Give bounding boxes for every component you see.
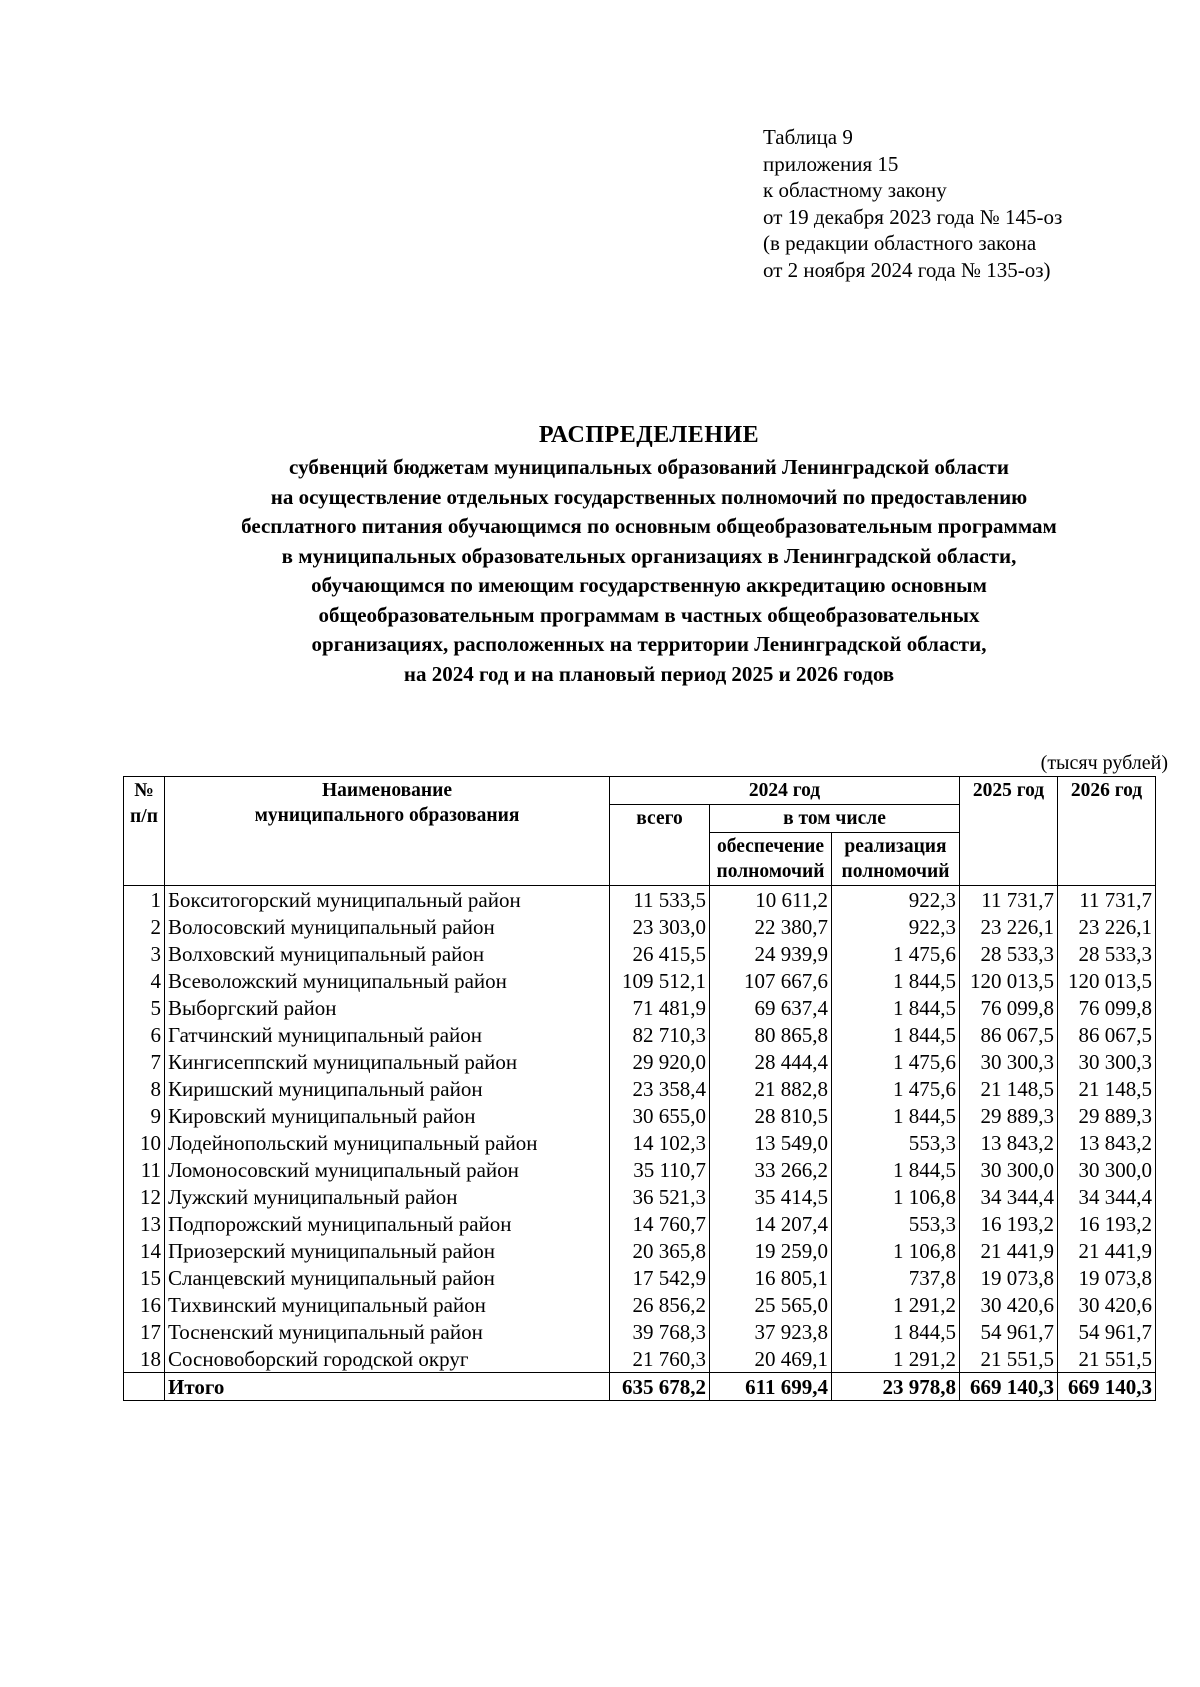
row-provision: 28 444,4 [710, 1048, 832, 1075]
row-municipality: Приозерский муниципальный район [165, 1237, 610, 1264]
row-2026: 120 013,5 [1058, 967, 1156, 994]
row-municipality: Киришский муниципальный район [165, 1075, 610, 1102]
row-municipality: Волховский муниципальный район [165, 940, 610, 967]
row-provision: 14 207,4 [710, 1210, 832, 1237]
row-2025: 23 226,1 [960, 913, 1058, 940]
row-number: 15 [124, 1264, 165, 1291]
row-realization: 1 844,5 [832, 1021, 960, 1048]
row-provision: 24 939,9 [710, 940, 832, 967]
row-2026: 13 843,2 [1058, 1129, 1156, 1156]
table-row [124, 913, 1156, 940]
row-2025: 34 344,4 [960, 1183, 1058, 1210]
document-title [120, 420, 1178, 689]
row-number: 6 [124, 1021, 165, 1048]
row-2026: 54 961,7 [1058, 1318, 1156, 1345]
row-municipality: Лодейнопольский муниципальный район [165, 1129, 610, 1156]
totals-row [124, 1373, 1156, 1401]
row-total: 23 303,0 [610, 913, 710, 940]
row-realization: 1 844,5 [832, 1318, 960, 1345]
row-realization: 1 844,5 [832, 967, 960, 994]
row-municipality: Сосновоборский городской округ [165, 1345, 610, 1373]
row-2026: 23 226,1 [1058, 913, 1156, 940]
row-2026: 34 344,4 [1058, 1183, 1156, 1210]
row-2025: 76 099,8 [960, 994, 1058, 1021]
row-2026: 29 889,3 [1058, 1102, 1156, 1129]
totals-realization: 23 978,8 [832, 1373, 960, 1401]
totals-blank [124, 1373, 165, 1401]
row-2025: 30 300,3 [960, 1048, 1058, 1075]
row-provision: 69 637,4 [710, 994, 832, 1021]
row-2025: 13 843,2 [960, 1129, 1058, 1156]
row-number: 16 [124, 1291, 165, 1318]
table-row [124, 886, 1156, 914]
row-2025: 11 731,7 [960, 886, 1058, 914]
row-realization: 1 844,5 [832, 994, 960, 1021]
row-municipality: Тосненский муниципальный район [165, 1318, 610, 1345]
totals-2026: 669 140,3 [1058, 1373, 1156, 1401]
row-provision: 37 923,8 [710, 1318, 832, 1345]
row-2026: 30 300,0 [1058, 1156, 1156, 1183]
row-2026: 21 148,5 [1058, 1075, 1156, 1102]
row-number: 17 [124, 1318, 165, 1345]
row-total: 20 365,8 [610, 1237, 710, 1264]
row-provision: 28 810,5 [710, 1102, 832, 1129]
row-total: 29 920,0 [610, 1048, 710, 1075]
row-total: 35 110,7 [610, 1156, 710, 1183]
header-realization: реализация полномочий [832, 833, 960, 886]
title-line: организациях, расположенных на территории Ленинградской области, [311, 632, 987, 656]
title-line: бесплатного питания обучающимся по основным общеобразовательным программам [241, 514, 1057, 538]
table-body [124, 886, 1156, 1401]
row-municipality: Выборгский район [165, 994, 610, 1021]
distribution-table [123, 776, 1156, 1401]
table-row [124, 1291, 1156, 1318]
row-total: 36 521,3 [610, 1183, 710, 1210]
row-realization: 1 844,5 [832, 1102, 960, 1129]
row-total: 30 655,0 [610, 1102, 710, 1129]
row-2026: 76 099,8 [1058, 994, 1156, 1021]
title-line: общеобразовательным программам в частных общеобразовательных [318, 602, 980, 627]
row-provision: 107 667,6 [710, 967, 832, 994]
row-municipality: Всеволожский муниципальный район [165, 967, 610, 994]
row-total: 109 512,1 [610, 967, 710, 994]
row-2025: 86 067,5 [960, 1021, 1058, 1048]
totals-2025: 669 140,3 [960, 1373, 1058, 1401]
table-header [124, 777, 1156, 886]
row-municipality: Бокситогорский муниципальный район [165, 886, 610, 914]
header-name-line1: Наименование [322, 780, 452, 801]
row-realization: 1 475,6 [832, 1075, 960, 1102]
header-total: всего [610, 805, 710, 886]
header-line: от 19 декабря 2023 года № 145-оз [763, 204, 1063, 229]
row-number: 1 [124, 886, 165, 914]
row-2025: 21 441,9 [960, 1237, 1058, 1264]
row-realization: 553,3 [832, 1210, 960, 1237]
row-2025: 30 420,6 [960, 1291, 1058, 1318]
units-label: (тысяч рублей) [1040, 752, 1168, 774]
row-2026: 21 551,5 [1058, 1345, 1156, 1373]
row-provision: 10 611,2 [710, 886, 832, 914]
row-provision: 33 266,2 [710, 1156, 832, 1183]
header-line: (в редакции областного закона [763, 231, 1037, 255]
row-number: 12 [124, 1183, 165, 1210]
row-municipality: Гатчинский муниципальный район [165, 1021, 610, 1048]
row-2025: 29 889,3 [960, 1102, 1058, 1129]
row-total: 23 358,4 [610, 1075, 710, 1102]
row-realization: 922,3 [832, 886, 960, 914]
table-row [124, 1210, 1156, 1237]
title-line: в муниципальных образовательных организациях в Ленинградской области, [281, 543, 1017, 568]
row-2026: 11 731,7 [1058, 886, 1156, 914]
row-total: 26 415,5 [610, 940, 710, 967]
row-number: 18 [124, 1345, 165, 1373]
row-municipality: Ломоносовский муниципальный район [165, 1156, 610, 1183]
table-row [124, 940, 1156, 967]
row-2025: 54 961,7 [960, 1318, 1058, 1345]
table-row [124, 1075, 1156, 1102]
table-row [124, 1264, 1156, 1291]
row-municipality: Волосовский муниципальный район [165, 913, 610, 940]
document-header [763, 124, 1183, 283]
table-row [124, 1156, 1156, 1183]
header-line: приложения 15 [763, 151, 899, 176]
row-realization: 922,3 [832, 913, 960, 940]
title-line: на осуществление отдельных государственных полномочий по предоставлению [270, 484, 1028, 509]
row-2026: 30 420,6 [1058, 1291, 1156, 1318]
title-line: обучающимся по имеющим государственную аккредитацию основным [311, 573, 987, 597]
table-row [124, 1048, 1156, 1075]
row-realization: 737,8 [832, 1264, 960, 1291]
row-provision: 21 882,8 [710, 1075, 832, 1102]
row-number: 14 [124, 1237, 165, 1264]
row-provision: 20 469,1 [710, 1345, 832, 1373]
title-line: субвенций бюджетам муниципальных образований Ленинградской области [289, 455, 1009, 479]
row-provision: 35 414,5 [710, 1183, 832, 1210]
row-number: 5 [124, 994, 165, 1021]
totals-provision: 611 699,4 [710, 1373, 832, 1401]
row-2026: 21 441,9 [1058, 1237, 1156, 1264]
table-row [124, 967, 1156, 994]
row-number: 2 [124, 913, 165, 940]
row-number: 7 [124, 1048, 165, 1075]
row-realization: 553,3 [832, 1129, 960, 1156]
header-line: Таблица 9 [763, 125, 853, 149]
row-municipality: Тихвинский муниципальный район [165, 1291, 610, 1318]
row-number: 11 [124, 1156, 165, 1183]
row-municipality: Кингисеппский муниципальный район [165, 1048, 610, 1075]
row-total: 82 710,3 [610, 1021, 710, 1048]
header-name [165, 777, 610, 886]
table-row [124, 1183, 1156, 1210]
title-line: на 2024 год и на плановый период 2025 и 2026 годов [403, 661, 895, 686]
row-2025: 16 193,2 [960, 1210, 1058, 1237]
row-total: 26 856,2 [610, 1291, 710, 1318]
table-row [124, 1129, 1156, 1156]
row-number: 13 [124, 1210, 165, 1237]
row-2026: 86 067,5 [1058, 1021, 1156, 1048]
header-provision: обеспечение полномочий [710, 833, 832, 886]
header-line: от 2 ноября 2024 года № 135-оз) [763, 257, 1051, 282]
row-number: 10 [124, 1129, 165, 1156]
row-2026: 30 300,3 [1058, 1048, 1156, 1075]
row-total: 11 533,5 [610, 886, 710, 914]
row-number: 3 [124, 940, 165, 967]
row-provision: 22 380,7 [710, 913, 832, 940]
table-row [124, 994, 1156, 1021]
table-row [124, 1237, 1156, 1264]
row-municipality: Подпорожский муниципальный район [165, 1210, 610, 1237]
row-realization: 1 106,8 [832, 1237, 960, 1264]
row-number: 9 [124, 1102, 165, 1129]
header-line: к областному закону [763, 178, 947, 202]
header-year-2026: 2026 год [1058, 777, 1156, 886]
row-municipality: Кировский муниципальный район [165, 1102, 610, 1129]
row-municipality: Лужский муниципальный район [165, 1183, 610, 1210]
row-2026: 28 533,3 [1058, 940, 1156, 967]
row-2026: 19 073,8 [1058, 1264, 1156, 1291]
header-year-2025: 2025 год [960, 777, 1058, 886]
row-2025: 21 551,5 [960, 1345, 1058, 1373]
title-main: РАСПРЕДЕЛЕНИЕ [538, 422, 760, 448]
row-2025: 19 073,8 [960, 1264, 1058, 1291]
row-realization: 1 291,2 [832, 1345, 960, 1373]
row-realization: 1 475,6 [832, 940, 960, 967]
row-total: 39 768,3 [610, 1318, 710, 1345]
row-provision: 25 565,0 [710, 1291, 832, 1318]
row-realization: 1 291,2 [832, 1291, 960, 1318]
table-row [124, 1102, 1156, 1129]
row-number: 8 [124, 1075, 165, 1102]
row-provision: 19 259,0 [710, 1237, 832, 1264]
row-number: 4 [124, 967, 165, 994]
header-year-2024: 2024 год [610, 777, 960, 805]
row-2025: 28 533,3 [960, 940, 1058, 967]
header-including: в том числе [710, 805, 960, 833]
row-total: 21 760,3 [610, 1345, 710, 1373]
table-row [124, 1021, 1156, 1048]
row-2025: 21 148,5 [960, 1075, 1058, 1102]
row-total: 14 760,7 [610, 1210, 710, 1237]
row-realization: 1 106,8 [832, 1183, 960, 1210]
row-total: 71 481,9 [610, 994, 710, 1021]
table-row [124, 1345, 1156, 1373]
row-total: 14 102,3 [610, 1129, 710, 1156]
row-2025: 30 300,0 [960, 1156, 1058, 1183]
header-name-line2: муниципального образования [254, 805, 520, 826]
row-municipality: Сланцевский муниципальный район [165, 1264, 610, 1291]
row-realization: 1 475,6 [832, 1048, 960, 1075]
row-2025: 120 013,5 [960, 967, 1058, 994]
totals-total: 635 678,2 [610, 1373, 710, 1401]
row-provision: 80 865,8 [710, 1021, 832, 1048]
table-row [124, 1318, 1156, 1345]
row-2026: 16 193,2 [1058, 1210, 1156, 1237]
header-num: № п/п [124, 777, 165, 886]
row-realization: 1 844,5 [832, 1156, 960, 1183]
row-provision: 13 549,0 [710, 1129, 832, 1156]
row-provision: 16 805,1 [710, 1264, 832, 1291]
totals-label: Итого [165, 1373, 610, 1401]
row-total: 17 542,9 [610, 1264, 710, 1291]
